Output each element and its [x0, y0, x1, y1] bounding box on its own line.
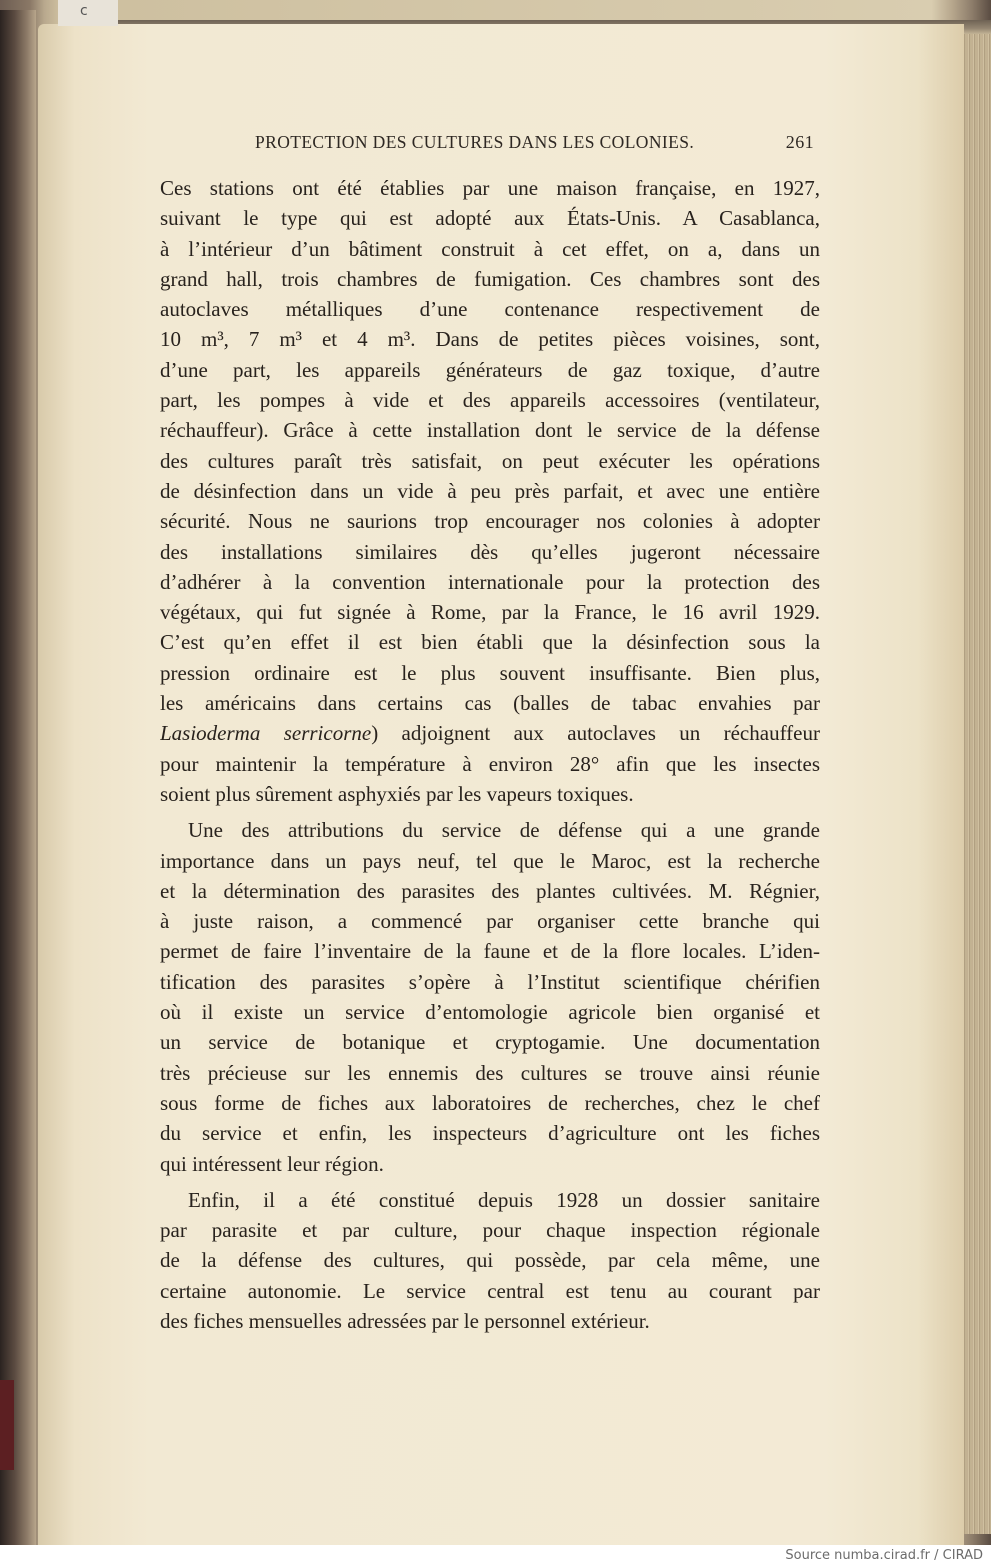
text-line: réchauffeur). Grâce à cette installation dont le service de la défense [160, 418, 820, 443]
source-credit: Source numba.cirad.fr / CIRAD [785, 1548, 983, 1563]
text-line: et la détermination des parasites des plantes cultivées. M. Régnier, [160, 878, 820, 903]
text-line: pression ordinaire est le plus souvent insuffisante. Bien plus, [160, 660, 820, 685]
library-tag: c [58, 0, 118, 26]
text-line: à juste raison, a commencé par organiser cette branche qui [160, 909, 820, 934]
text-line: qui intéressent leur région. [160, 1151, 384, 1176]
paragraph-3 [160, 1185, 820, 1336]
text-line: de la défense des cultures, qui possède, par cela même, une [160, 1248, 820, 1273]
text-line: sous forme de fiches aux laboratoires de recherches, chez le chef [160, 1090, 820, 1115]
text-line: autoclaves métalliques d’une contenance respectivement de [160, 297, 820, 322]
paragraph-2 [160, 815, 820, 1179]
text-line: à l’intérieur d’un bâtiment construit à cet effet, on a, dans un [160, 236, 820, 261]
text-line: les américains dans certains cas (balles de tabac envahies par [160, 691, 820, 716]
text-line: Une des attributions du service de défense qui a une grande [188, 818, 820, 843]
text-line: Enfin, il a été constitué depuis 1928 un dossier sanitaire [188, 1187, 820, 1212]
running-title: PROTECTION DES CULTURES DANS LES COLONIES. [255, 132, 695, 152]
page-number: 261 [785, 132, 814, 152]
species-name: Lasioderma serricorne [160, 721, 372, 746]
text-line: Lasioderma serricorne) adjoignent aux autoclaves un réchauffeur [160, 721, 820, 746]
text-line: part, les pompes à vide et des appareils accessoires (ventilateur, [160, 388, 820, 413]
right-page-edges [964, 34, 991, 1534]
text-line: permet de faire l’inventaire de la faune et de la flore locales. L’iden- [160, 939, 820, 964]
text-line: 10 m³, 7 m³ et 4 m³. Dans de petites pièces voisines, sont, [160, 327, 820, 352]
page-header [160, 132, 820, 156]
text-line: C’est qu’en effet il est bien établi que la désinfection sous la [160, 630, 820, 655]
text-line: d’adhérer à la convention internationale pour la protection des [160, 569, 820, 594]
text-line: importance dans un pays neuf, tel que le Maroc, est la recherche [160, 848, 820, 873]
paragraph-1 [160, 173, 820, 809]
text-line: soient plus sûrement asphyxiés par les vapeurs toxiques. [160, 781, 634, 806]
text-line: pour maintenir la température à environ 28° afin que les insectes [160, 751, 820, 776]
text-line: où il existe un service d’entomologie agricole bien organisé et [160, 1000, 820, 1025]
text-line: tification des parasites s’opère à l’Institut scientifique chérifien [160, 969, 820, 994]
text-line: Ces stations ont été établies par une maison française, en 1927, [160, 176, 820, 200]
text-line: des cultures paraît très satisfait, on peut exécuter les opérations [160, 448, 820, 473]
text-line: de désinfection dans un vide à peu près parfait, et avec une entière [160, 478, 820, 503]
text-line: par parasite et par culture, pour chaque inspection régionale [160, 1218, 820, 1243]
text-line: grand hall, trois chambres de fumigation. Ces chambres sont des [160, 266, 820, 291]
text-line: certaine autonomie. Le service central est tenu au courant par [160, 1278, 820, 1303]
bookmark-ribbon [0, 1380, 14, 1470]
text-line: sécurité. Nous ne saurions trop encourager nos colonies à adopter [160, 509, 820, 534]
text-line: des installations similaires dès qu’elles jugeront nécessaire [160, 539, 820, 564]
text-line: végétaux, qui fut signée à Rome, par la France, le 16 avril 1929. [160, 600, 820, 625]
text-line: des fiches mensuelles adressées par le personnel extérieur. [160, 1308, 650, 1333]
text-line: très précieuse sur les ennemis des cultures se trouve ainsi réunie [160, 1060, 820, 1085]
text-line: un service de botanique et cryptogamie. Une documentation [160, 1030, 820, 1055]
text-line: du service et enfin, les inspecteurs d’agriculture ont les fiches [160, 1121, 820, 1146]
body-text [160, 173, 820, 1336]
text-line: d’une part, les appareils générateurs de gaz toxique, d’autre [160, 357, 820, 382]
left-page-edge [0, 10, 36, 1545]
text-line: suivant le type qui est adopté aux États-Unis. A Casablanca, [160, 206, 820, 231]
